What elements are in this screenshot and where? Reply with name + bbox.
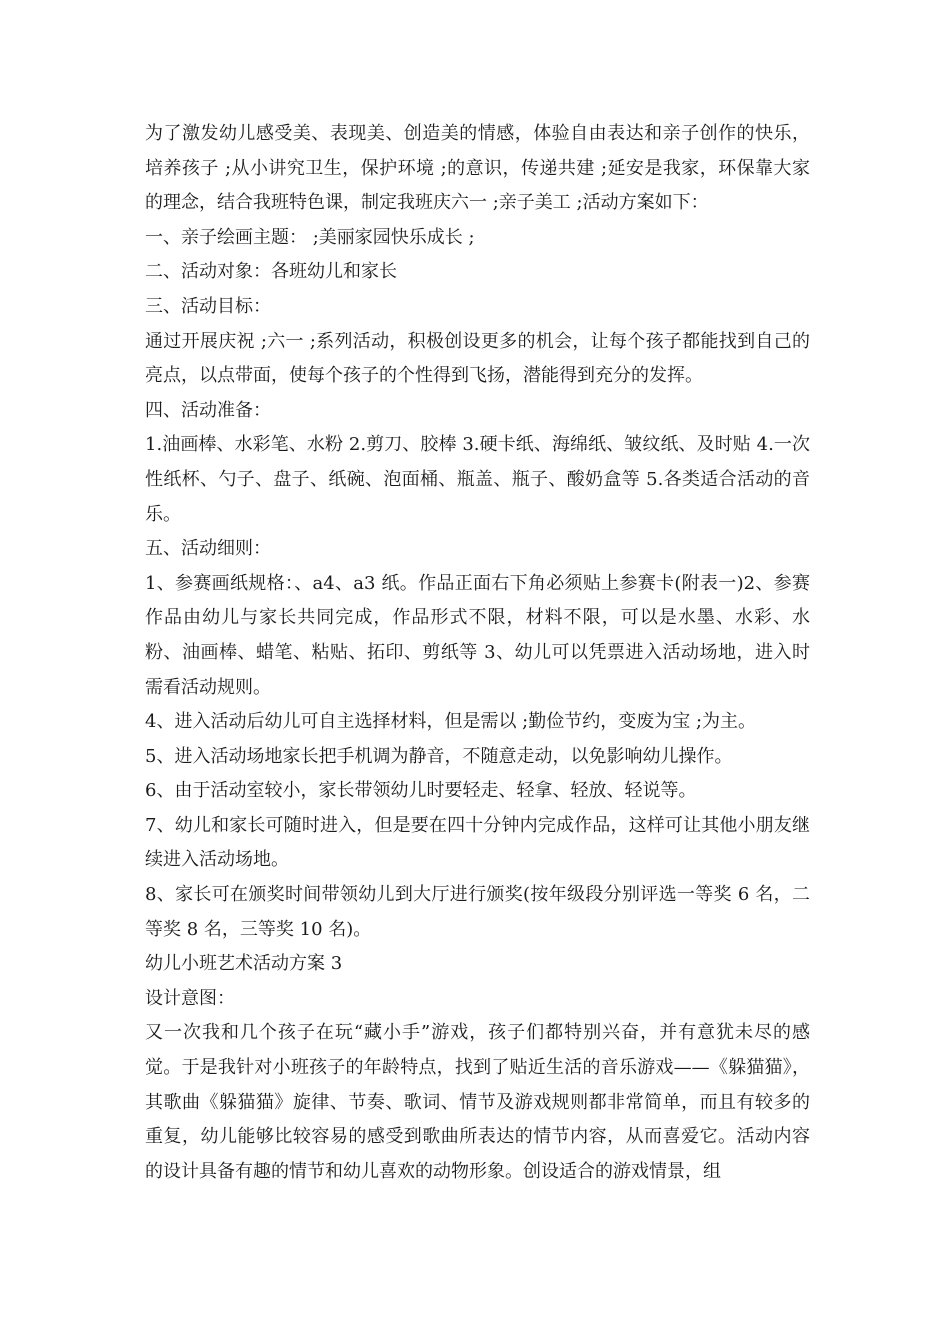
rule-item: 8、家长可在颁奖时间带领幼儿到大厅进行颁奖(按年级段分别评选一等奖 6 名，二等奖 8 名，三等奖 10 名)。 <box>145 884 810 940</box>
plan-title: 幼儿小班艺术活动方案 3 <box>145 953 343 975</box>
section-audience: 二、活动对象：各班幼儿和家长 <box>145 261 397 283</box>
rule-item: 7、幼儿和家长可随时进入，但是要在四十分钟内完成作品，这样可让其他小朋友继续进入活动场地。 <box>145 814 810 871</box>
section-preparation-heading: 四、活动准备： <box>145 399 271 421</box>
intro-paragraph: 为了激发幼儿感受美、表现美、创造美的情感，体验自由表达和亲子创作的快乐，培养孩子 ;从小讲究卫生，保护环境 ;的意识，传递共建 ;延安是我家，环保靠大家的理念，结合我班特色课，制定我班庆六一 ;亲子美工 ;活动方案如下： <box>145 123 810 214</box>
rule-item: 1、参赛画纸规格：、a4、a3 纸。作品正面右下角必须贴上参赛卡(附表一)2、参赛作品由幼儿与家长共同完成，作品形式不限，材料不限，可以是水墨、水彩、水粉、油画棒、蜡笔、粘贴、拓印、剪纸等 3、幼儿可以凭票进入活动场地，进入时需看活动规则。 <box>145 572 810 698</box>
design-intent-paragraph: 又一次我和几个孩子在玩“藏小手”游戏，孩子们都特别兴奋，并有意犹未尽的感觉。于是我针对小班孩子的年龄特点，找到了贴近生活的音乐游戏——《躲猫猫》，其歌曲《躲猫猫》旋律、节奏、歌词、情节及游戏规则都非常简单，而且有较多的重复，幼儿能够比较容易的感受到歌曲所表达的情节内容，从而喜爱它。活动内容的设计具备有趣的情节和幼儿喜欢的动物形象。创设适合的游戏情景，组 <box>145 1022 810 1182</box>
section-goals-heading: 三、活动目标： <box>145 295 271 317</box>
document-body <box>145 117 810 1189</box>
preparation-paragraph: 1.油画棒、水彩笔、水粉 2.剪刀、胶棒 3.硬卡纸、海绵纸、皱纹纸、及时贴 4.一次性纸杯、勺子、盘子、纸碗、泡面桶、瓶盖、瓶子、酸奶盒等 5.各类适合活动的音乐。 <box>145 434 810 525</box>
section-theme: 一、亲子绘画主题： ;美丽家园快乐成长 ; <box>145 226 475 248</box>
rule-item: 4、进入活动后幼儿可自主选择材料，但是需以 ;勤俭节约，变废为宝 ;为主。 <box>145 711 757 733</box>
section-rules-heading: 五、活动细则： <box>145 538 271 560</box>
goals-paragraph: 通过开展庆祝 ;六一 ;系列活动，积极创设更多的机会，让每个孩子都能找到自己的亮点，以点带面，使每个孩子的个性得到飞扬，潜能得到充分的发挥。 <box>145 330 810 387</box>
rule-item: 6、由于活动室较小，家长带领幼儿时要轻走、轻拿、轻放、轻说等。 <box>145 780 697 802</box>
design-intent-heading: 设计意图： <box>145 987 235 1009</box>
rule-item: 5、进入活动场地家长把手机调为静音，不随意走动，以免影响幼儿操作。 <box>145 745 733 767</box>
